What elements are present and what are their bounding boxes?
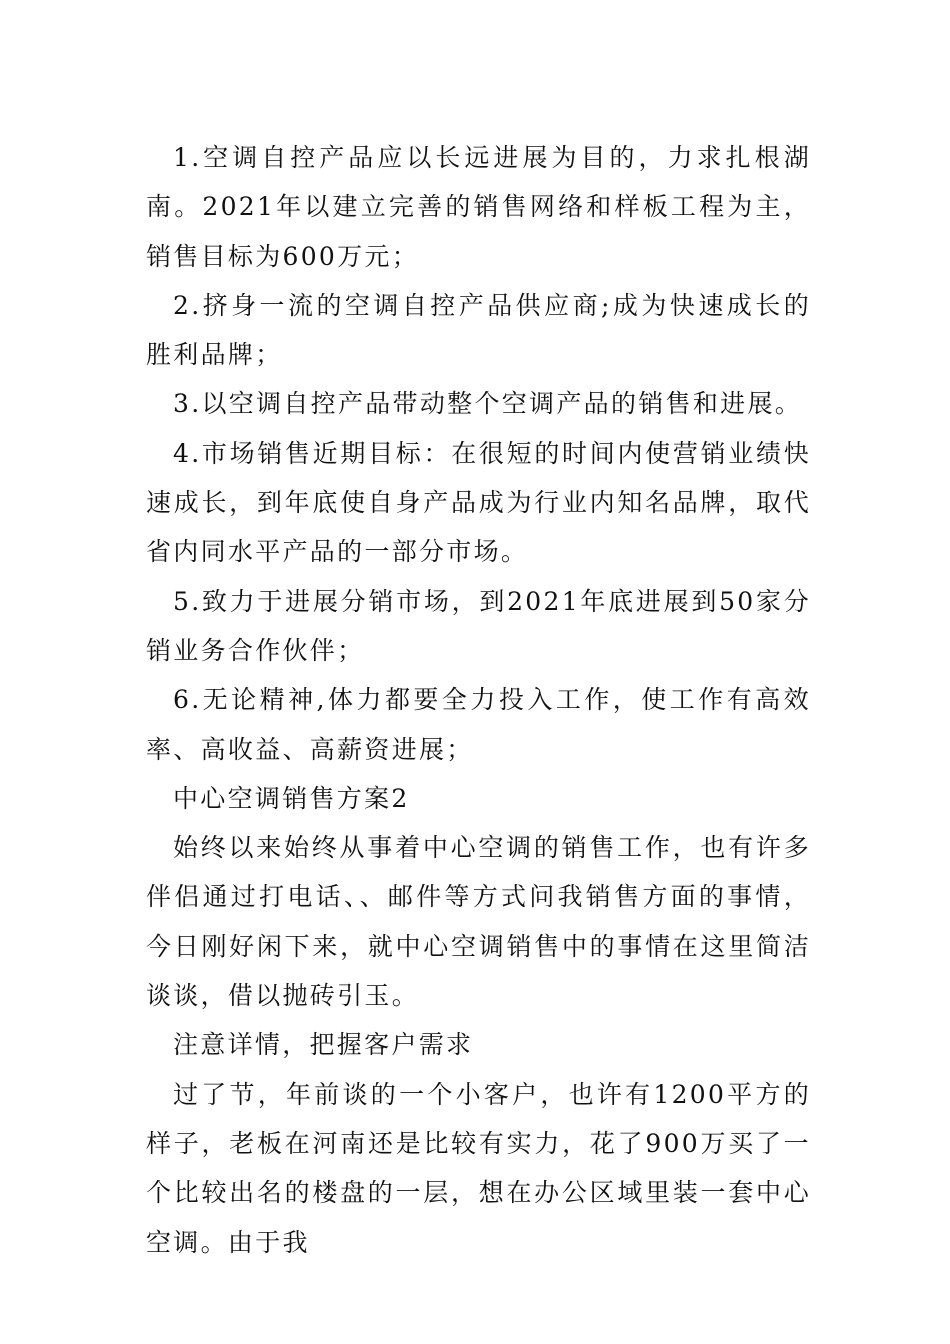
subsection-heading: 注意详情，把握客户需求	[173, 1030, 474, 1060]
section-heading: 中心空调销售方案2	[173, 783, 410, 813]
document-body	[146, 133, 811, 1267]
paragraph-goal-5: 5.致力于进展分销市场，到2021年底进展到50家分销业务合作伙伴；	[146, 586, 811, 665]
paragraph-goal-3: 3.以空调自控产品带动整个空调产品的销售和进展。	[173, 389, 803, 419]
paragraph-goal-2: 2.挤身一流的空调自控产品供应商;成为快速成长的胜利品牌；	[146, 290, 811, 370]
paragraph-story: 过了节，年前谈的一个小客户，也许有1200平方的样子，老板在河南还是比较有实力，花了900万买了一个比较出名的楼盘的一层，想在办公区域里装一套中心空调。由于我	[146, 1079, 811, 1257]
paragraph-intro: 始终以来始终从事着中心空调的销售工作，也有许多伴侣通过打电话、、邮件等方式问我销售方面的事情，今日刚好闲下来，就中心空调销售中的事情在这里简洁谈谈，借以抛砖引玉。	[146, 833, 811, 1011]
paragraph-goal-6: 6.无论精神,体力都要全力投入工作，使工作有高效率、高收益、高薪资进展；	[146, 685, 811, 764]
paragraph-goal-1: 1.空调自控产品应以长远进展为目的，力求扎根湖南。2021年以建立完善的销售网络和样板工程为主，销售目标为600万元；	[146, 143, 811, 271]
paragraph-goal-4: 4.市场销售近期目标：在很短的时间内使营销业绩快速成长，到年底使自身产品成为行业内知名品牌，取代省内同水平产品的一部分市场。	[146, 438, 811, 567]
